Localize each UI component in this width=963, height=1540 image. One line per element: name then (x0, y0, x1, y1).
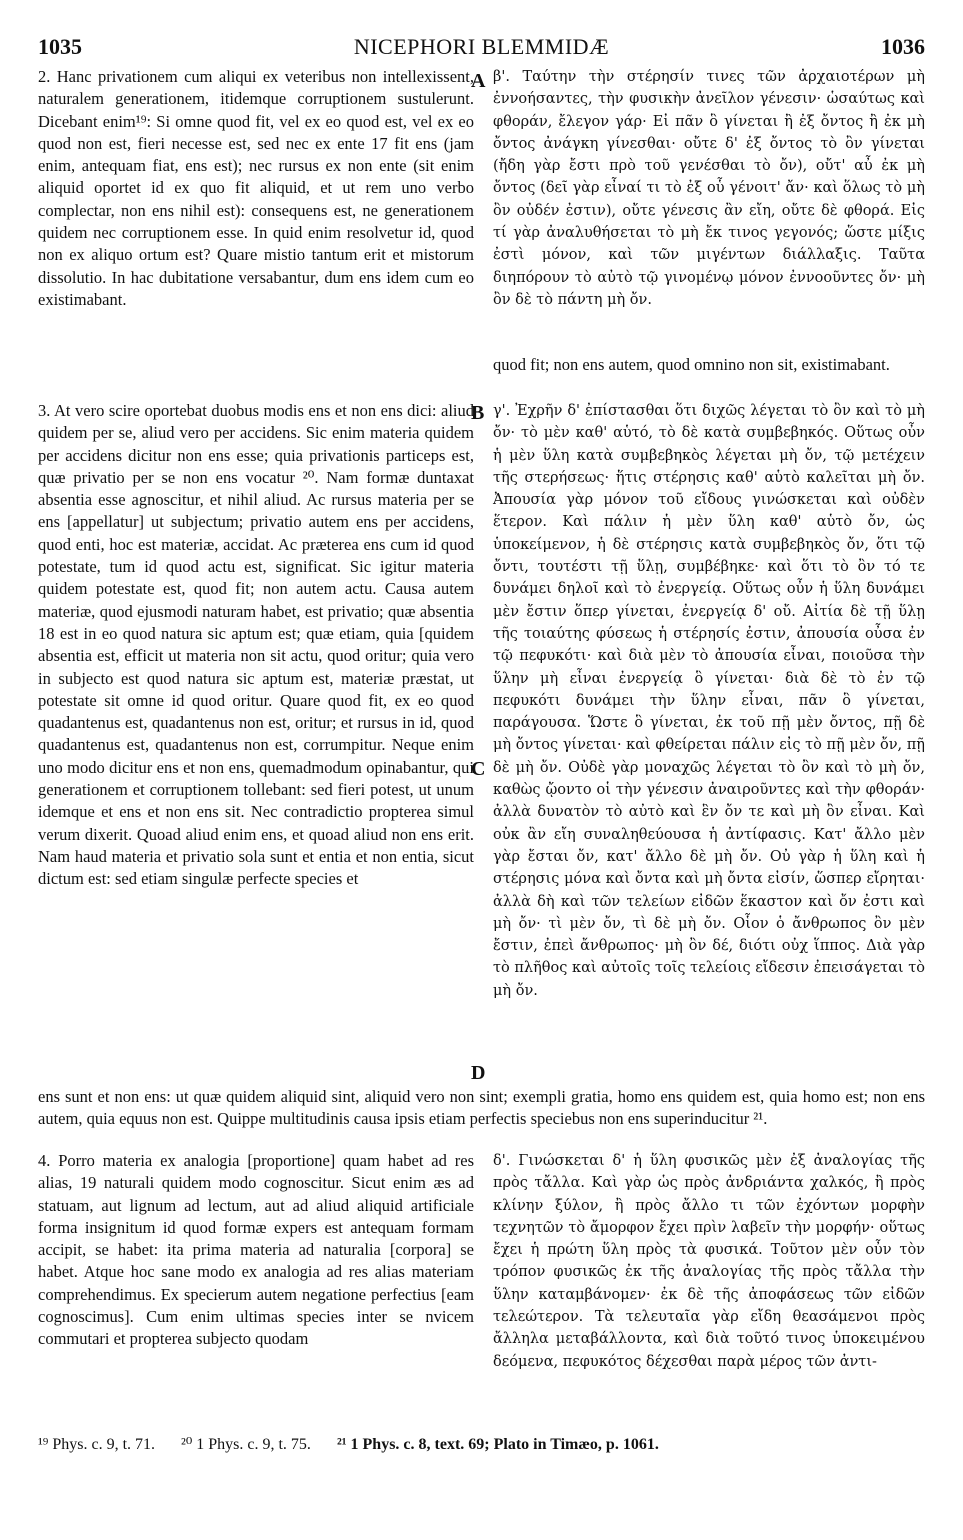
latin-paragraph-2: 2. Hanc privationem cum aliqui ex veteribus non intellexissent, naturalem generationem, itidemque corruptionem sustulerunt. Dicebant enim¹⁹: Si omne quod fit, vel ex eo quod est, vel ex eo quod non est, fieri necesse est, sed nec ex ente 17 fit ens (jam enim, antequam fiat, ens est); nec rursus ex non ente (sit enim aliquid oportet id ex quo fit aliquid, et ut rem uno verbo complectar, non ens nihil est): consequens est, ne generationem quidem nec corruptionem esse. In quid enim resolvetur id, quod non ex aliquo ortum est? Quare mistio tantum erit et mistorum dissolutio. In hac dubitatione versabantur, dum ens idem cum eo existimabant. (38, 67, 474, 309)
latin-section-3 (38, 400, 474, 889)
greek-paragraph-3: γ'. Ἐχρῆν δ' ἐπίστασθαι ὅτι διχῶς λέγεται τὸ ὂν καὶ τὸ μὴ ὄν· τὸ μὲν καθ' αὑτό, τὸ δὲ κατὰ συμβεβηκός. Οὕτως οὖν ἡ μὲν ὕλη κατὰ συμβεβηκὸς λέγεται μὴ ὄν, τῷ μετέχειν τῆς στερήσεως· ἥτις στέρησις καθ' αὑτὸ καλεῖται μὴ ὄν. Ἀπουσία γὰρ μόνον τοῦ εἴδους γινώσκεται καὶ οὐδὲν ἕτερον. Καὶ πάλιν ἡ μὲν ὕλη καθ' αὑτὸ ὄν, ὡς ὑποκείμενον, ἡ δὲ στέρησις κατὰ συμβεβηκὸς ὄν, ὅτι τῷ ὄντι, τουτέστι τῇ ὕλῃ, συμβέβηκε· καὶ ὅτι τὸ ὂν τό τε δυνάμει δηλοῖ καὶ τὸ ἐνεργείᾳ. Οὕτως οὖν ἡ ὕλη δυνάμει μὲν ἔστιν ὅπερ γίνεται, ἐνεργείᾳ δ' οὔ. Αἰτία δὲ τῇ ὕλῃ τῆς τοιαύτης φύσεως ἡ στέρησίς ἐστιν, ἀπουσία οὖσα ἐν τῷ πεφυκότι· καὶ διὰ μὲν τὸ ἀπουσία εἶναι, ποιοῦσα τὴν ὕλην μὴ εἶναι ἐνεργείᾳ ὃ γίνεται· διὰ δὲ τὸ ἐν τῷ πεφυκότι δυνάμει τὴν ὕλην εἶναι, πᾶν ὃ γίνεται, παράγουσα. Ὥστε ὃ γίνεται, ἐκ τοῦ πῇ μὲν ὄντος, πῇ δὲ μὴ ὄντος γίνεται· καὶ φθείρεται πάλιν εἰς τὸ πῇ μὲν ὄν, πῇ δὲ μὴ ὄν. Οὐδὲ γὰρ μοναχῶς λέγεται τὸ ὂν καὶ τὸ μὴ ὄν, καθὼς ᾤοντο οἱ τὴν γένεσιν ἀναιροῦντες καὶ τὴν φθοράν· ἀλλὰ δυνατὸν τὸ αὐτὸ καὶ ἓν ὄν τε καὶ μὴ ὂν εἶναι. Καὶ οὐκ ἂν εἴη συναληθεύουσα ἡ ἀντίφασις. Κατ' ἄλλο μὲν γὰρ ἔσται ὄν, κατ' ἄλλο δὲ μὴ ὄν. Οὐ γὰρ ἡ ὕλη καὶ ἡ στέρησις μόνα καὶ ὄντα καὶ μὴ ὄντα εἰσίν, ὥσπερ εἴρηται· ἀλλὰ δὴ καὶ τῶν τελείων εἰδῶν ἕκαστον καὶ ὄν ἐστι καὶ μὴ ὄν· τὶ μὲν ὄν, τὶ δὲ μὴ ὄν. Οἷον ὁ ἄνθρωπος ὂν μὲν ἔστιν, ἐπεὶ ἄνθρωπος· μὴ ὂν δέ, διότι οὐχ ἵππος. Διὰ γὰρ τὸ πλῆθος καὶ αὐτοῖς τοῖς τελείοις εἴδεσιν ἐπεισάγεται τὸ μὴ ὄν. (493, 403, 925, 999)
footnote-21: ²¹ 1 Phys. c. 8, text. 69; Plato in Timæo, p. 1061. (336, 1436, 659, 1453)
margin-marker-a: A (471, 70, 486, 92)
margin-marker-d: D (471, 1062, 486, 1084)
latin-paragraph-3-cont: ens sunt et non ens: ut quæ quidem aliquid sint, aliquid vero non sint; exempli gratia, homo ens quidem est, quia homo est; non ens autem, quia equus non est. Quippe multitudinis causa ipsis etiam perfectis speciebus non ens superinducitur ²¹. (38, 1087, 925, 1129)
page-number-left: 1035 (38, 34, 82, 59)
greek-section-3 (493, 400, 925, 999)
page-title: NICEPHORI BLEMMIDÆ (353, 34, 610, 59)
latin-paragraph-4: 4. Porro materia ex analogia [proportione] quam habet ad res alias, 19 naturali quidem modo cognoscitur. Sicut enim æs ad statuam, aut lignum ad lectum, aut ad aliud aliquid artificiale forma insignitum id quod formæ expers est antequam formam accipit, se habet: ita prima materia ad naturalia [corpora] se habet. Atque hoc sane modo ex analogia ad res alias materiam comprehendimus. Ex specierum autem negatione perfectius [eam cognoscimus]. Cum enim ultimas species inter se nvicem commutari et propterea subjecto quodam (38, 1151, 474, 1349)
latin-section-3-continuation (38, 1086, 925, 1131)
page-number-right: 1036 (881, 34, 925, 59)
margin-marker-b: B (471, 402, 485, 424)
margin-marker-c: C (471, 758, 486, 780)
greek-section-2 (493, 66, 925, 356)
footnote-19: ¹⁹ Phys. c. 9, t. 71. (38, 1436, 156, 1453)
footnotes (38, 1434, 925, 1454)
latin-tail-right: quod fit; non ens autem, quod omnino non sit, existimabant. (493, 355, 890, 374)
latin-section-4 (38, 1150, 474, 1406)
latin-paragraph-3: 3. At vero scire oportebat duobus modis ens et non ens dici: aliud quidem per se, aliud vero per accidens. Sic enim materia quidem per accidens dicitur non ens esse; quia privationis particeps est, quæ privatio per se non ens vocatur ²⁰. Nam formæ duntaxat absentia esse agnoscitur, et nihil aliud. Ac rursus materia per se ens [appellatur] ut subjectum; privatio autem ens per accidens, quod enti, hoc est materiæ, accidat. Ac præterea ens cum id quod potestate, tum id quod actu est, significat. Sic igitur materia quidem potestate est, quod fit; non autem actu. Causa autem materiæ, quod ejusmodi naturam habet, est privatio; quæ absentia 18 est in eo quod natura sic aptum est; quæ etiam, quia [quidem absentia est, efficit ut materia non sit actu, quod oritur; quia vero in subjecto est quod natura sic aptum est, materiæ præstat, ut potestate sit omne id quod oritur. Quare quod fit, ex eo quod quadantenus est, quadantenus non est, oritur; et rursus in id, quod quadantenus est, quadantenus non est, corrumpitur. Neque enim uno modo dicitur ens et non ens, quemadmodum opinabantur, qui generationem et corruptionem tollebant: sed fieri potest, ut unum idemque et ens et non ens sit. Nec contradictio propterea simul verum dixerit. Quoad aliud enim ens, et quoad aliud non ens erit. Nam haud materia et privatio sola sunt et entia et non entia, sicut dictum est: sed etiam singulæ perfecte species et (38, 401, 474, 889)
footnote-20: ²⁰ 1 Phys. c. 9, t. 75. (181, 1436, 311, 1453)
greek-paragraph-2: β'. Ταύτην τὴν στέρησίν τινες τῶν ἀρχαιοτέρων μὴ ἐννοήσαντες, τὴν φυσικὴν ἀνεῖλον γένεσιν· ὡσαύτως καὶ φθοράν, ἔλεγον γάρ· Εἰ πᾶν ὃ γίνεται ἢ ἐξ ὄντος ἢ ἐκ μὴ ὄντος ἀνάγκη γίνεσθαι· οὔτε δ' ἐξ ὄντος τὸ ὂν γίνεται (ἤδη γὰρ ἔστι πρὸ τοῦ γενέσθαι τὸ ὄν), οὔτ' αὖ ἐκ μὴ ὄντος (δεῖ γὰρ εἶναί τι τὸ ἐξ οὗ γένοιτ' ἄν· καὶ ὅλως τὸ μὴ ὂν οὐδέν ἐστιν), οὔτε γένεσις ἂν εἴη, οὔτε δὲ φθορά. Εἰς τί γὰρ ἀναλυθήσεται τὸ μὴ ἔκ τινος γεγονός; ὥστε μίξις ἐστὶ μόνον, καὶ τῶν μιγέντων διάλλαξις. Ταῦτα διηπόρουν τὸ αὐτὸ τῷ γινομένῳ μόνον ἐννοοῦντες ὄν· μὴ ὂν δὲ τὸ πάντη μὴ ὄν. (493, 69, 925, 308)
running-head (38, 34, 925, 62)
greek-column-latin-tail (493, 354, 925, 376)
latin-section-2 (38, 66, 474, 380)
greek-section-4 (493, 1150, 925, 1406)
greek-paragraph-4: δ'. Γινώσκεται δ' ἡ ὕλη φυσικῶς μὲν ἐξ ἀναλογίας τῆς πρὸς τἄλλα. Καὶ γὰρ ὡς πρὸς ἀνδριάντα χαλκός, ἢ πρὸς κλίνην ξύλον, ἢ πρὸς ἄλλο τι τῶν ἐχόντων μορφὴν τεχνητῶν τὸ ἄμορφον ἔχει πρὶν λαβεῖν τὴν μορφήν· οὕτως ἔχει ἡ πρώτη ὕλη πρὸς τὰ φυσικά. Τοῦτον μὲν οὖν τὸν τρόπον φυσικῶς ἐκ τῆς ἀναλογίας τῆς πρὸς τἄλλα τὴν ὕλην καταμβάνομεν· ἐκ δὲ τῆς ἀποφάσεως τῶν εἰδῶν τελεώτερον. Τὰ τελευταῖα γὰρ εἴδη θεασάμενοι πρὸς ἄλληλα μεταβάλλοντα, καὶ διὰ τοῦτό τινος ὑποκειμένου δεόμενα, πεφυκότος δέχεσθαι παρὰ μέρος τῶν ἀντι- (493, 1153, 925, 1370)
